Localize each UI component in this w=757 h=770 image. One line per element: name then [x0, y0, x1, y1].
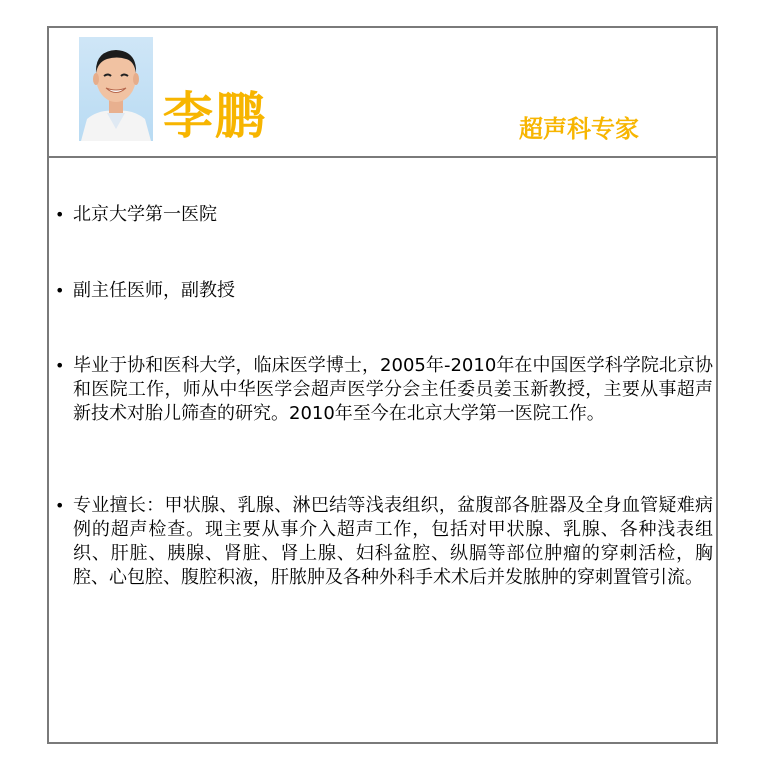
doctor-title: 超声科专家 [519, 115, 639, 143]
bullet-icon: • [55, 205, 65, 224]
doctor-portrait-icon [79, 37, 153, 141]
detail-education: 毕业于协和医科大学，临床医学博士，2005年-2010年在中国医学科学院北京协和医院工作，师从中华医学会超声医学分会主任委员姜玉新教授，主要从事超声新技术对胎儿筛查的研究。2010年至今在北京大学第一医院工作。 [73, 355, 713, 424]
detail-hospital: 北京大学第一医院 [73, 204, 217, 225]
profile-header [49, 28, 716, 158]
doctor-name: 李鹏 [163, 87, 267, 145]
detail-position: 副主任医师，副教授 [73, 280, 235, 301]
bullet-icon: • [55, 281, 65, 300]
profile-card [47, 26, 718, 744]
detail-specialty: 专业擅长：甲状腺、乳腺、淋巴结等浅表组织，盆腹部各脏器及全身血管疑难病例的超声检查。现主要从事介入超声工作，包括对甲状腺、乳腺、各种浅表组织、肝脏、胰腺、肾脏、肾上腺、妇科盆腔、纵膈等部位肿瘤的穿刺活检，胸腔、心包腔、腹腔积液，肝脓肿及各种外科手术术后并发脓肿的穿刺置管引流。 [73, 495, 713, 588]
bullet-icon: • [55, 496, 65, 515]
bullet-icon: • [55, 356, 65, 375]
